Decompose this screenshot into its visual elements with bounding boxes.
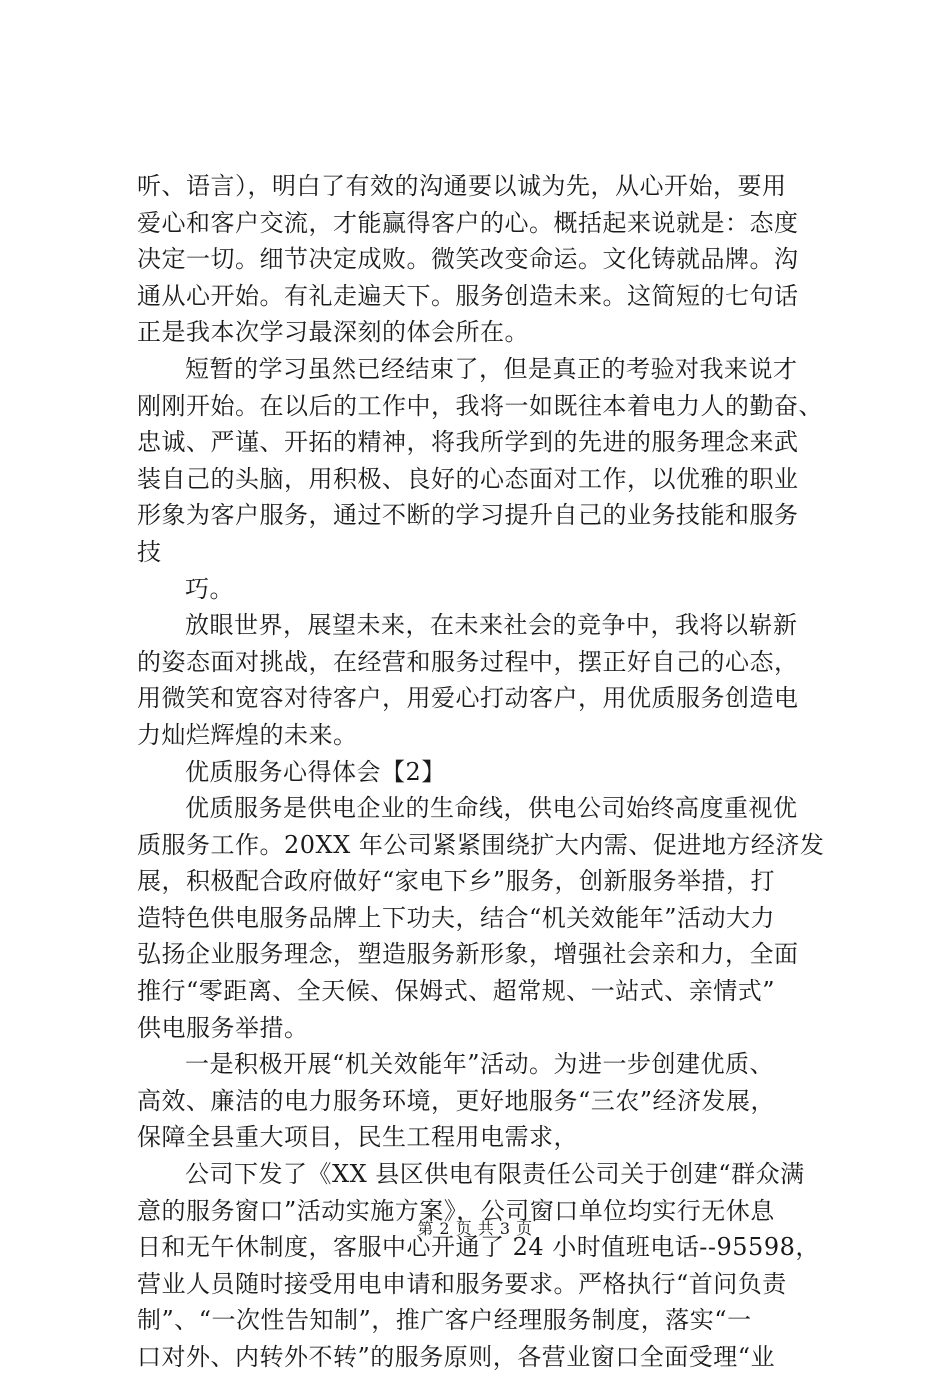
- text-line: 决定一切。细节决定成败。微笑改变命运。文化铸就品牌。沟: [137, 245, 799, 274]
- text-line: 质服务工作。20XX 年公司紧紧围绕扩大内需、促进地方经济发: [137, 830, 825, 859]
- text-line: 刚刚开始。在以后的工作中，我将一如既往本着电力人的勤奋、: [137, 391, 823, 420]
- text-line: 用微笑和宽容对待客户，用爱心打动客户，用优质服务创造电: [137, 684, 799, 713]
- text-line: 口对外、内转外不转”的服务原则，各营业窗口全面受理“业: [137, 1343, 776, 1371]
- text-line: 日和无午休制度，客服中心开通了 24 小时值班电话--95598，: [137, 1233, 820, 1262]
- text-line: 一是积极开展“机关效能年”活动。为进一步创建优质、: [185, 1050, 775, 1079]
- text-line: 的姿态面对挑战，在经营和服务过程中，摆正好自己的心态，: [137, 647, 799, 676]
- text-line: 忠诚、严谨、开拓的精神，将我所学到的先进的服务理念来武: [137, 428, 799, 457]
- text-line: 造特色供电服务品牌上下功夫，结合“机关效能年”活动大力: [137, 903, 776, 932]
- text-line: 短暂的学习虽然已经结束了，但是真正的考验对我来说才: [185, 354, 798, 383]
- document-body: [137, 168, 827, 1376]
- text-line: 意的服务窗口”活动实施方案》，公司窗口单位均实行无休息: [137, 1196, 775, 1225]
- text-line: 装自己的头脑，用积极、良好的心态面对工作，以优雅的职业: [137, 464, 799, 493]
- text-line: 放眼世界，展望未来，在未来社会的竞争中，我将以崭新: [185, 611, 798, 640]
- text-line: 公司下发了《XX 县区供电有限责任公司关于创建“群众满: [185, 1160, 805, 1189]
- text-line: 技: [137, 537, 162, 566]
- text-line: 形象为客户服务，通过不断的学习提升自己的业务技能和服务: [137, 501, 799, 530]
- text-line: 展，积极配合政府做好“家电下乡”服务，创新服务举措，打: [137, 867, 776, 896]
- text-line: 听、语言），明白了有效的沟通要以诚为先，从心开始，要用: [137, 172, 787, 200]
- text-line: 保障全县重大项目，民生工程用电需求，: [137, 1123, 578, 1152]
- text-line: 高效、廉洁的电力服务环境，更好地服务“三农”经济发展，: [137, 1086, 776, 1115]
- text-line: 推行“零距离、全天候、保姆式、超常规、一站式、亲情式”: [137, 977, 776, 1006]
- text-line: 优质服务心得体会【2】: [185, 757, 446, 786]
- text-line: 优质服务是供电企业的生命线，供电公司始终高度重视优: [185, 794, 798, 823]
- text-line: 巧。: [185, 574, 234, 603]
- text-line: 爱心和客户交流，才能赢得客户的心。概括起来说就是：态度: [137, 208, 799, 237]
- page-footer: 第 2 页 共 3 页: [417, 1219, 533, 1238]
- text-line: 弘扬企业服务理念，塑造服务新形象，增强社会亲和力，全面: [137, 940, 799, 969]
- text-line: 通从心开始。有礼走遍天下。服务创造未来。这简短的七句话: [137, 281, 799, 310]
- text-line: 正是我本次学习最深刻的体会所在。: [137, 318, 529, 347]
- text-line: 力灿烂辉煌的未来。: [137, 720, 358, 749]
- text-line: 供电服务举措。: [137, 1013, 309, 1042]
- text-line: 制”、“一次性告知制”，推广客户经理服务制度，落实“一: [137, 1306, 752, 1335]
- text-line: 营业人员随时接受用电申请和服务要求。严格执行“首问负责: [137, 1269, 787, 1298]
